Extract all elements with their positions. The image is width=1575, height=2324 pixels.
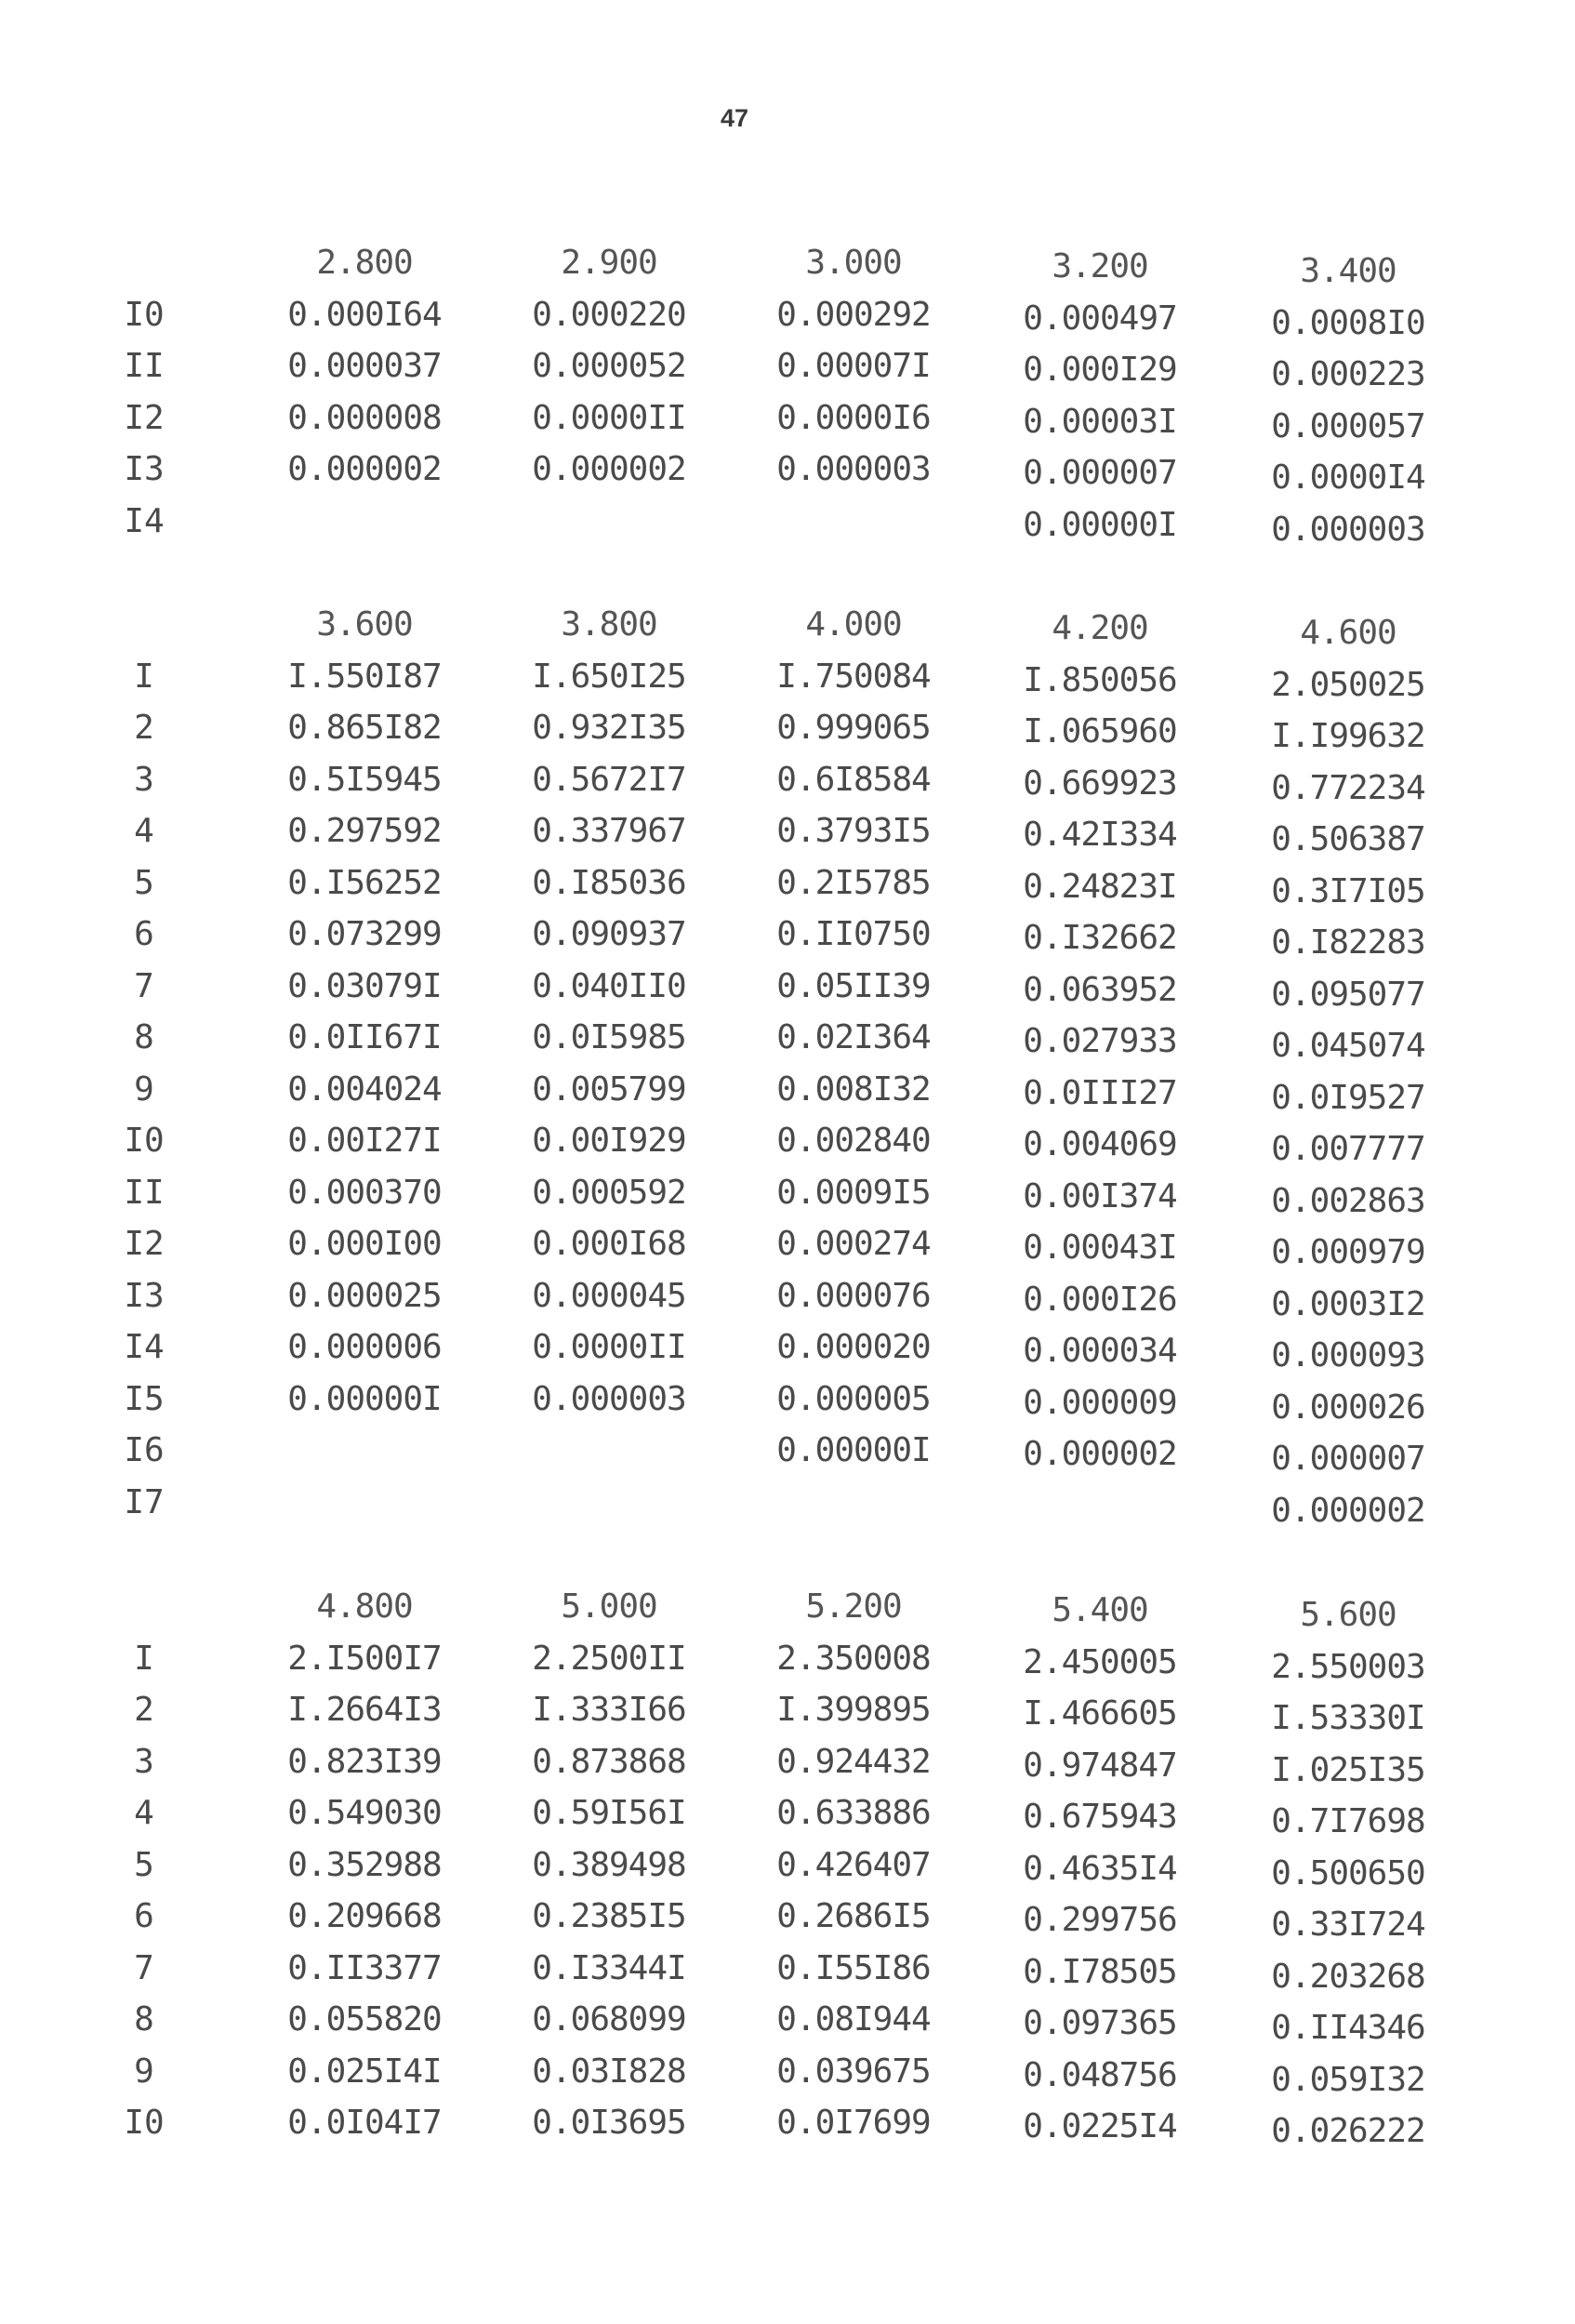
row-label: I5 (124, 1379, 165, 1418)
table-cell (751, 496, 956, 548)
table-cell: I.650I25 (532, 657, 686, 696)
table-cell: 2.550003 (1271, 1647, 1425, 1686)
table-cell: 0.000497 (1023, 299, 1177, 338)
column-header: 3.800 (561, 605, 657, 644)
row-label: I4 (124, 501, 165, 540)
column-header: 5.600 (1300, 1596, 1396, 1634)
table-cell: 0.000009 (1023, 1383, 1177, 1422)
column-header-row (0, 237, 1575, 289)
table-cell: 0.000003 (532, 1379, 686, 1418)
table-cell: 0.865I82 (287, 709, 442, 747)
table-cell: 0.00000I (776, 1431, 931, 1469)
table-row (0, 340, 1575, 392)
table-cell: 0.000020 (776, 1328, 931, 1366)
table-cell: 0.33I724 (1271, 1906, 1425, 1944)
table-cell: 0.000045 (532, 1276, 686, 1315)
column-header: 2.800 (316, 244, 413, 282)
table-row (0, 1787, 1575, 1839)
table-cell: I.333I66 (532, 1691, 686, 1729)
table-cell: 0.000034 (1023, 1332, 1177, 1370)
column-header: 4.200 (1052, 609, 1148, 647)
table-cell: 0.5672I7 (532, 760, 686, 799)
table-row (0, 1425, 1575, 1477)
table-cell: 0.I55I86 (776, 1948, 931, 1987)
table-cell: 0.924432 (776, 1742, 931, 1781)
table-cell: 0.00007I (776, 347, 931, 385)
table-cell: 0.24823I (1023, 867, 1177, 906)
table-row (0, 1064, 1575, 1116)
table-cell: 2.2500II (532, 1639, 686, 1678)
table-cell: 0.000057 (1271, 406, 1425, 445)
table-row (0, 2046, 1575, 2098)
row-label: 9 (134, 1069, 154, 1109)
table-cell: 0.000I26 (1023, 1280, 1177, 1319)
table-cell: 0.000I68 (532, 1225, 686, 1263)
row-label: 2 (134, 1691, 154, 1729)
column-header: 5.200 (805, 1587, 902, 1626)
table-cell: 0.669923 (1023, 764, 1177, 803)
column-header: 3.600 (316, 605, 413, 644)
table-cell: 0.0I04I7 (287, 2104, 442, 2142)
table-cell: 0.000025 (287, 1276, 442, 1315)
table-cell: 0.I82283 (1271, 923, 1425, 962)
row-label: I6 (124, 1431, 165, 1469)
row-label: I (134, 657, 154, 696)
table-cell: I.550I87 (287, 657, 442, 696)
row-label: 7 (134, 1948, 154, 1987)
table-row (0, 1477, 1575, 1529)
table-cell: 0.000002 (1023, 1435, 1177, 1473)
table-row (0, 1736, 1575, 1788)
table-cell (507, 496, 711, 548)
table-cell: 0.073299 (287, 915, 442, 953)
table-cell: 0.0I3695 (532, 2104, 686, 2142)
row-label: 3 (134, 760, 154, 799)
table-cell: 0.000I64 (287, 295, 442, 334)
table-cell: I.466605 (1023, 1694, 1177, 1733)
table-cell (262, 496, 467, 548)
table-cell: 0.000007 (1023, 454, 1177, 492)
table-row (0, 289, 1575, 341)
row-label: I (134, 1639, 154, 1678)
page-number: 47 (720, 104, 749, 132)
table-cell: 0.0008I0 (1271, 303, 1425, 342)
table-cell: 0.0II67I (287, 1018, 442, 1056)
table-cell: 0.000220 (532, 295, 686, 334)
table-cell: 0.026222 (1271, 2112, 1425, 2150)
table-row (0, 1167, 1575, 1219)
table-cell: 0.203268 (1271, 1957, 1425, 1996)
table-cell: 0.0000II (532, 398, 686, 437)
table-cell: 0.I78505 (1023, 1952, 1177, 1991)
table-row (0, 444, 1575, 496)
table-cell: 0.3793I5 (776, 812, 931, 850)
table-cell: 0.0I9527 (1271, 1078, 1425, 1117)
table-cell: 0.506387 (1271, 820, 1425, 858)
table-cell: 2.050025 (1271, 665, 1425, 704)
table-row (0, 909, 1575, 961)
table-cell: 0.025I4I (287, 2052, 442, 2091)
table-cell: 0.0009I5 (776, 1173, 931, 1212)
table-row (0, 805, 1575, 857)
table-cell: 0.0III27 (1023, 1073, 1177, 1112)
table-cell: 0.0000II (532, 1328, 686, 1366)
table-row (0, 1839, 1575, 1892)
row-label: I2 (124, 1225, 165, 1263)
table-row (0, 1218, 1575, 1270)
table-cell: 0.0225I4 (1023, 2107, 1177, 2145)
table-cell: 0.0I7699 (776, 2104, 931, 2142)
table-cell: 0.000003 (1271, 510, 1425, 549)
column-header: 3.000 (805, 244, 902, 282)
row-label: 6 (134, 915, 154, 953)
table-cell: 0.00I929 (532, 1122, 686, 1160)
table-cell (262, 1477, 467, 1529)
table-cell: 0.040II0 (532, 966, 686, 1005)
table-cell: 0.633886 (776, 1794, 931, 1832)
table-row (0, 702, 1575, 754)
table-row (0, 651, 1575, 703)
column-header: 3.200 (1052, 247, 1148, 286)
table-cell: 0.000052 (532, 347, 686, 385)
table-row (0, 1994, 1575, 2046)
table-cell (751, 1477, 956, 1529)
table-cell: 0.7I7698 (1271, 1802, 1425, 1840)
row-label: 5 (134, 863, 154, 902)
table-cell: 0.000037 (287, 347, 442, 385)
table-cell: 0.0000I6 (776, 398, 931, 437)
row-label: 7 (134, 966, 154, 1005)
table-cell: 0.999065 (776, 709, 931, 747)
table-cell: I.399895 (776, 1691, 931, 1729)
table-cell: 0.000002 (532, 450, 686, 488)
table-row (0, 2097, 1575, 2149)
table-cell: 0.000002 (1271, 1491, 1425, 1530)
row-label: 5 (134, 1845, 154, 1884)
row-label: 8 (134, 1018, 154, 1056)
table-cell: 0.000008 (287, 398, 442, 437)
table-cell: 0.000370 (287, 1173, 442, 1212)
column-header: 5.000 (561, 1587, 657, 1626)
table-cell: 0.055820 (287, 2000, 442, 2038)
table-cell: 0.500650 (1271, 1853, 1425, 1892)
row-label: I3 (124, 450, 165, 488)
table-cell: 0.02I364 (776, 1018, 931, 1056)
table-block-3 (0, 1581, 1575, 2149)
table-cell: 0.095077 (1271, 975, 1425, 1014)
table-cell (507, 1425, 711, 1477)
table-row (0, 754, 1575, 806)
column-header: 4.600 (1300, 614, 1396, 652)
row-label: 4 (134, 812, 154, 850)
table-cell: 0.6I8584 (776, 760, 931, 799)
table-cell: 0.00043I (1023, 1228, 1177, 1267)
table-cell: 0.048756 (1023, 2055, 1177, 2094)
table-cell: 0.027933 (1023, 1022, 1177, 1060)
table-cell: I.065960 (1023, 712, 1177, 750)
table-row (0, 1633, 1575, 1685)
table-cell: 0.426407 (776, 1845, 931, 1884)
row-label: I4 (124, 1328, 165, 1366)
table-cell (507, 1477, 711, 1529)
table-cell: 0.000274 (776, 1225, 931, 1263)
table-cell: 0.059I32 (1271, 2060, 1425, 2099)
table-cell: 0.0003I2 (1271, 1284, 1425, 1323)
table-cell: 0.000223 (1271, 355, 1425, 393)
table-cell: 0.209668 (287, 1897, 442, 1935)
table-cell: 0.008I32 (776, 1069, 931, 1109)
table-cell: 0.823I39 (287, 1742, 442, 1781)
table-cell: I.I99632 (1271, 717, 1425, 755)
table-cell: 0.068099 (532, 2000, 686, 2038)
row-label: I0 (124, 295, 165, 334)
table-cell: 0.007777 (1271, 1130, 1425, 1168)
table-cell: 0.000006 (287, 1328, 442, 1366)
table-row (0, 496, 1575, 548)
table-cell: 0.000007 (1271, 1440, 1425, 1478)
row-label: I2 (124, 398, 165, 437)
table-cell: 0.2I5785 (776, 863, 931, 902)
table-cell: 0.II3377 (287, 1948, 442, 1987)
row-label: I0 (124, 1122, 165, 1160)
table-block-2 (0, 599, 1575, 1528)
table-cell: 0.297592 (287, 812, 442, 850)
row-label: 4 (134, 1794, 154, 1832)
table-cell: 0.00000I (1023, 505, 1177, 544)
table-cell: 0.002840 (776, 1122, 931, 1160)
table-cell: I.2664I3 (287, 1691, 442, 1729)
table-cell: 0.090937 (532, 915, 686, 953)
row-label: 6 (134, 1897, 154, 1935)
table-cell: 0.039675 (776, 2052, 931, 2091)
table-row (0, 1374, 1575, 1426)
table-row (0, 1012, 1575, 1064)
table-cell: 0.000I00 (287, 1225, 442, 1263)
table-row (0, 392, 1575, 445)
column-header-row (0, 1581, 1575, 1633)
table-cell: 0.05II39 (776, 966, 931, 1005)
table-cell: 0.I32662 (1023, 919, 1177, 957)
table-row (0, 961, 1575, 1013)
table-cell: 0.005799 (532, 1069, 686, 1109)
column-header: 4.000 (805, 605, 902, 644)
table-row (0, 857, 1575, 910)
table-cell: 0.08I944 (776, 2000, 931, 2038)
table-cell: 2.350008 (776, 1639, 931, 1678)
table-cell: 0.3I7I05 (1271, 871, 1425, 910)
table-cell: 0.352988 (287, 1845, 442, 1884)
table-cell: 0.004069 (1023, 1125, 1177, 1163)
table-cell: 0.675943 (1023, 1798, 1177, 1836)
table-cell: 0.4635I4 (1023, 1849, 1177, 1888)
table-cell: 0.337967 (532, 812, 686, 850)
table-cell: 0.0I5985 (532, 1018, 686, 1056)
table-cell: 0.03I828 (532, 2052, 686, 2091)
table-cell: 0.045074 (1271, 1027, 1425, 1065)
table-cell: 0.000076 (776, 1276, 931, 1315)
row-label: 2 (134, 709, 154, 747)
row-label: I7 (124, 1482, 165, 1521)
row-label: I3 (124, 1276, 165, 1315)
table-cell: 0.2385I5 (532, 1897, 686, 1935)
column-header-row (0, 599, 1575, 651)
table-cell: 0.00I374 (1023, 1176, 1177, 1215)
table-cell: 0.974847 (1023, 1746, 1177, 1785)
table-cell: I.750084 (776, 657, 931, 696)
table-row (0, 1891, 1575, 1943)
table-cell: 0.59I56I (532, 1794, 686, 1832)
table-cell: 0.000093 (1271, 1336, 1425, 1374)
table-cell: 0.I85036 (532, 863, 686, 902)
row-label: 3 (134, 1742, 154, 1781)
table-cell: 0.000005 (776, 1379, 931, 1418)
column-header: 4.800 (316, 1587, 413, 1626)
table-cell: 0.000979 (1271, 1233, 1425, 1271)
table-cell: 0.932I35 (532, 709, 686, 747)
table-block-1 (0, 237, 1575, 547)
table-cell: 0.002863 (1271, 1181, 1425, 1220)
table-cell: 0.42I334 (1023, 816, 1177, 854)
table-cell: 0.2686I5 (776, 1897, 931, 1935)
table-cell: 0.5I5945 (287, 760, 442, 799)
table-row (0, 1684, 1575, 1736)
table-cell: 0.299756 (1023, 1901, 1177, 1939)
row-label: II (124, 1173, 165, 1212)
table-cell: 0.000026 (1271, 1388, 1425, 1427)
table-cell: 0.549030 (287, 1794, 442, 1832)
table-cell: 0.000592 (532, 1173, 686, 1212)
table-cell: I.53330I (1271, 1699, 1425, 1737)
table-cell: 0.063952 (1023, 970, 1177, 1009)
table-cell: 0.I56252 (287, 863, 442, 902)
table-cell: 0.000I29 (1023, 351, 1177, 389)
table-cell: 0.00003I (1023, 402, 1177, 441)
table-cell: 2.I500I7 (287, 1639, 442, 1678)
table-cell: 0.389498 (532, 1845, 686, 1884)
row-label: II (124, 347, 165, 385)
table-cell: 0.II0750 (776, 915, 931, 953)
table-cell: I.025I35 (1271, 1750, 1425, 1789)
column-header: 2.900 (561, 244, 657, 282)
table-cell: 0.873868 (532, 1742, 686, 1781)
table-cell: 0.00I27I (287, 1122, 442, 1160)
table-cell: 0.00000I (287, 1379, 442, 1418)
table-row (0, 1943, 1575, 1995)
table-cell: 0.000292 (776, 295, 931, 334)
table-cell (262, 1425, 467, 1477)
table-cell: 0.000003 (776, 450, 931, 488)
row-label: I0 (124, 2104, 165, 2142)
column-header: 5.400 (1052, 1591, 1148, 1629)
row-label: 8 (134, 2000, 154, 2038)
column-header: 3.400 (1300, 252, 1396, 290)
row-label: 9 (134, 2052, 154, 2091)
table-cell: 2.450005 (1023, 1642, 1177, 1681)
table-cell: 0.004024 (287, 1069, 442, 1109)
table-cell: 0.0000I4 (1271, 458, 1425, 497)
table-row (0, 1115, 1575, 1167)
table-row (0, 1270, 1575, 1322)
table-cell: 0.II4346 (1271, 2009, 1425, 2047)
table-cell: 0.772234 (1271, 768, 1425, 807)
table-cell: I.850056 (1023, 660, 1177, 699)
table-cell: 0.I3344I (532, 1948, 686, 1987)
table-cell (998, 1481, 1202, 1533)
table-cell: 0.03079I (287, 966, 442, 1005)
table-row (0, 1321, 1575, 1374)
table-cell: 0.000002 (287, 450, 442, 488)
table-cell: 0.097365 (1023, 2004, 1177, 2042)
